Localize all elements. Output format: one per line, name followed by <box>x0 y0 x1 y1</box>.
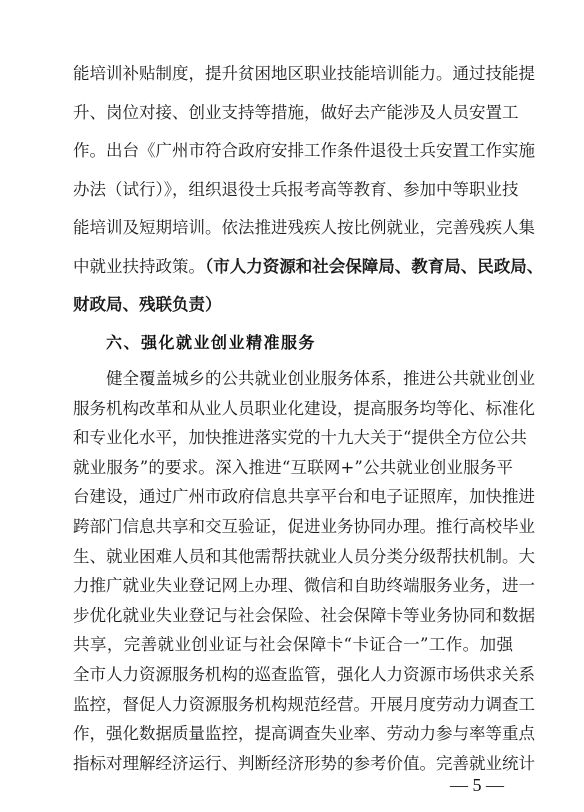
body-text: 中就业扶持政策。 <box>73 256 205 276</box>
body-line: 能培训及短期培训。依法推进残疾人按比例就业，完善残疾人集 <box>73 218 535 237</box>
body-line: 和专业化水平，加快推进落实党的十九大关于“提供全方位公共 <box>73 428 527 448</box>
body-line: 健全覆盖城乡的公共就业创业服务体系，推进公共就业创业 <box>106 369 535 388</box>
body-line: 跨部门信息共享和交互验证，促进业务协同办理。推行高校毕业 <box>73 517 535 536</box>
body-line: 台建设，通过广州市政府信息共享平台和电子证照库，加快推进 <box>73 487 535 507</box>
body-line: 指标对理解经济运行、判断经济形势的参考价值。完善就业统计 <box>73 753 535 773</box>
body-line: 作。出台《广州市符合政府安排工作条件退役士兵安置工作实施 <box>73 141 535 160</box>
section-heading: 六、强化就业创业精准服务 <box>106 332 317 352</box>
body-line: 服务机构改革和从业人员职业化建设，提高服务均等化、标准化 <box>73 398 535 418</box>
body-line: 全市人力资源服务机构的巡查监管，强化人力资源市场供求关系 <box>73 665 535 684</box>
body-line: 升、岗位对接、创业支持等措施，做好去产能涉及人员安置工 <box>73 102 519 122</box>
body-line-mixed <box>73 256 544 277</box>
body-line: 共享，完善就业创业证与社会保障卡“卡证合一”工作。加强 <box>73 635 513 655</box>
body-line: 作，强化数据质量监控，提高调查失业率、劳动力参与率等重点 <box>73 724 535 744</box>
responsible-departments-end: 财政局、残联负责） <box>73 295 222 314</box>
page-number: — 5 — <box>450 775 504 795</box>
body-line: 力推广就业失业登记网上办理、微信和自助终端服务业务，进一 <box>73 576 535 596</box>
body-line: 就业服务”的要求。深入推进“互联网+”公共就业创业服务平 <box>73 457 513 477</box>
body-line: 生、就业困难人员和其他需帮扶就业人员分类分级帮扶机制。大 <box>73 546 535 566</box>
body-line-bold <box>73 295 513 315</box>
body-line: 办法（试行）》，组织退役士兵报考高等教育、参加中等职业技 <box>73 179 519 199</box>
responsible-departments: （市人力资源和社会保障局、教育局、民政局、 <box>205 256 544 276</box>
body-line: 监控，督促人力资源服务机构规范经营。开展月度劳动力调查工 <box>73 694 535 714</box>
body-line: 能培训补贴制度，提升贫困地区职业技能培训能力。通过技能提 <box>73 64 535 83</box>
body-line: 步优化就业失业登记与社会保险、社会保障卡等业务协同和数据 <box>73 605 535 625</box>
